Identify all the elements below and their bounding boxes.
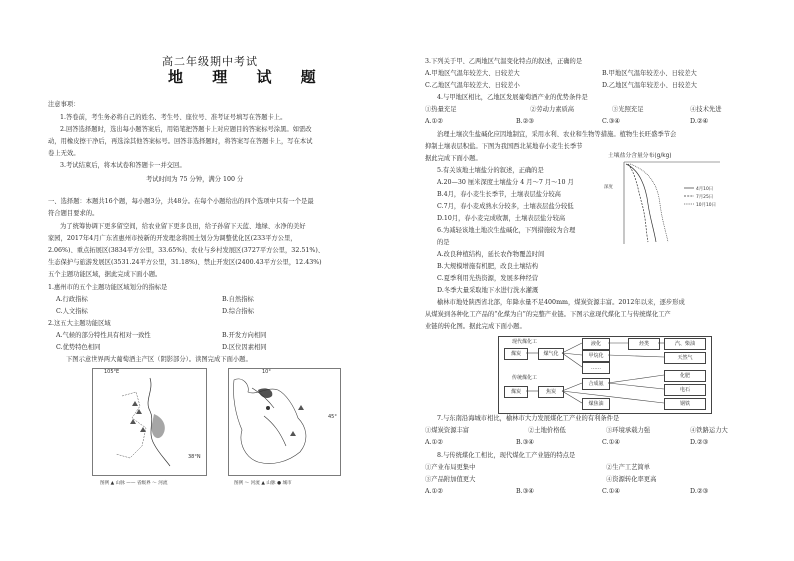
section-intro: 一、选择题：本题共16个题，每小题3分，共48分。在每个小题给出的四个选项中只有一个是最 [48,198,314,205]
q8-option-d: D.②③ [690,488,709,495]
q7-option-a: A.①② [425,439,443,446]
q4-option-c: C.③④ [602,118,620,125]
notice-line: 卷上无效。 [48,150,80,157]
map-intro: 下图示意世界两大葡萄酒主产区（阴影部分）。读图完成下面小题。 [66,356,252,363]
map-legend: 图例 ～ 河流 ▲ 山脉 ● 城市 [234,481,292,486]
question-6-stem: 6.为减轻该地土地次生盐碱化，下列措施较为合理 [437,227,576,234]
q7-option-c: C.①④ [602,439,620,446]
q4-statement-1: ①热量充足 [425,106,457,113]
question-3-stem: 3.下列关于甲、乙两地区气温变化特点的叙述，正确的是 [425,58,583,65]
question-1-stem: 1.惠州市的五个主题功能区域划分的指标是 [48,284,168,291]
coal-chemical-flow-diagram [498,336,710,412]
passage-line: 抑制土壤表层积盐。下图为我国西北某地春小麦生长季节 [425,143,583,150]
q2-option-c: C.优势特色相同 [56,344,101,351]
other-process-box: …… [582,362,610,374]
traditional-chain-label: 传统煤化工 [512,375,538,381]
q7-statement-3: ③环境承载力强 [606,427,651,434]
q4-statement-4: ④技术先进 [690,106,722,113]
passage-line: 据此完成下面小题。 [425,155,482,162]
methanation-box: 甲烷化 [582,350,610,362]
province-boundary [116,392,146,458]
q5-option-b: B.4月，春小麦生长季节，土壤表层盐分较高 [437,191,561,198]
question-6-stem-cont: 的是 [437,239,450,246]
wine-region-shade [152,414,165,438]
q7-statement-4: ④铁路运力大 [690,427,728,434]
exam-time: 考试时间为 75 分钟，满分 100 分 [146,176,244,183]
series-line-oct [630,164,668,242]
map-legend: 图例 ▲ 山脉 —— 省级界 ～ 河流 [100,481,168,486]
map-latitude-label: 38°N [188,454,201,460]
passage-line: 治理土壤次生盐碱化应因地制宜，采用水利、农业和生物等措施。植物生长旺盛季节会 [437,131,677,138]
passage-line: 为了统筹协调下更多留空间，给农业留下更多良田，给子孙留下天蓝、地绿、水净的美好 [60,223,306,230]
soil-salt-chart [600,148,770,254]
coal-box: 煤炭 [504,386,528,398]
question-8-stem: 8.与传统煤化工相比，现代煤化工产业链的特点是 [437,452,576,459]
question-5-stem: 5.有关该地土壤盐分的叙述，正确的是 [437,167,544,174]
notice-line: 3.考试结束后，将本试卷和答题卡一并交回。 [60,162,186,169]
passage-line: 2.06%)、重点拓展区(3834平方公里，33.65%)、农业与乡村发展区(3727平方公里，32.51%)、 [48,247,325,254]
q4-statement-2: ②劳动力素质高 [530,106,575,113]
q8-statement-1: ①产业布局更集中 [425,464,476,471]
series-line-apr [626,164,656,242]
q1-option-c: C.人文指标 [56,308,88,315]
passage-line: 家园，2017年4月广东省惠州市按新的开发理念将国土划分为调整优化区(233平方公里， [48,235,297,242]
wine-region-shade [258,388,272,398]
q4-option-a: A.①② [425,118,443,125]
q2-option-b: B.开发方向相同 [222,332,267,339]
section-intro: 符合题目要求的。 [48,210,99,217]
chart-title: 土壤盐分含量分布(g/kg) [608,153,672,159]
series-line-jul [628,164,648,242]
q6-option-a: A.改良种植结构，延长农作物覆盖时间 [437,251,545,258]
olefin-box: 烃类 [628,338,660,350]
chart-legend-item: 7月25日 [696,195,714,200]
notice-heading: 注意事项： [48,101,80,108]
question-2-stem: 2.这五大主题功能区域 [48,320,111,327]
q5-option-c: C.7月，春小麦成熟水分较多，土壤表层盐分较低 [437,203,574,210]
q7-option-d: D.②③ [690,439,709,446]
q3-option-a: A.甲地区气温年较差大、日较差大 [425,70,520,77]
q3-option-c: C.乙地区气温年较差大、日较差小 [425,82,520,89]
q2-option-d: D.区位因素相同 [222,344,267,351]
passage-line: 榆林市地处陕西省北部，年降水量不足400mm，煤炭资源丰富。2012年以来，逐步形成 [437,299,685,306]
map-longitude-label: 10° [262,369,271,375]
q8-statement-4: ④资源转化率更高 [606,476,657,483]
coal-tar-box: 煤焦油 [582,398,610,410]
q1-option-d: D.综合指标 [222,308,255,315]
gasification-box: 煤气化 [538,348,564,360]
map-latitude-label: 45° [328,414,337,420]
q6-option-d: D.冬季大量采取地下水进行洗水灌溉 [437,287,539,294]
question-4-stem: 4.与甲地区相比，乙地区发展葡萄酒产业的优势条件是 [437,94,588,101]
chart-legend-item: 10月10日 [696,203,716,208]
mountain-icon [290,405,304,436]
natural-gas-box: 天然气 [664,352,706,364]
q4-option-b: B.②③ [516,118,534,125]
coking-box: 焦炭 [538,386,564,398]
passage-line: 五个主题功能区域，据此完成下面小题。 [48,271,162,278]
liquefaction-box: 液化 [582,338,610,350]
q8-statement-2: ②生产工艺简单 [606,464,651,471]
q1-option-a: A.行政指标 [56,296,88,303]
flow-arrows [498,336,710,412]
ammonia-box: 合成氨 [582,378,610,390]
calcium-carbide-box: 电石 [664,384,706,396]
q5-option-a: A.20—30 厘米深度土壤盐分 4 月～7 月～10 月 [437,179,574,186]
q7-statement-1: ①煤炭资源丰富 [425,427,470,434]
coal-box: 煤炭 [504,348,528,360]
q8-option-b: B.③④ [516,488,534,495]
map-longitude-label: 105°E [104,369,120,375]
q6-option-b: B.大规模增施有机肥，改良土壤结构 [437,263,539,270]
q1-option-b: B.自然指标 [222,296,254,303]
notice-line: 2.回答选择题时，选出每小题答案后，用铅笔把答题卡上对应题目的答案标号涂黑。如需改 [60,126,312,133]
passage-line: 从煤炭到各种化工产品的“化煤为自”的完整产业链。下图示意现代煤化工与传统煤化工产 [425,311,671,318]
q6-option-c: C.夏季利用光热资源，发展多种经营 [437,275,539,282]
passage-line: 业链的转化图。据此完成下面小题。 [425,323,526,330]
map-frame [229,369,341,476]
steel-box: 钢铁 [664,398,706,410]
map-france-wine-region [228,366,346,490]
q3-option-d: D.乙地区气温年较差小、日较差大 [602,82,697,89]
q4-statement-3: ③光照充足 [612,106,644,113]
q5-option-d: D.10月，春小麦完成收割，土壤表层盐分较高 [437,215,566,222]
question-7-stem: 7.与东南沿海城市相比，榆林市大力发展煤化工产业的有利条件是 [437,415,620,422]
q8-statement-3: ③产品附加值更大 [425,476,476,483]
subject-title: 地 理 试 题 [168,68,328,86]
passage-line: 生态保护与旅游发展区(3531.24平方公里，31.18%)、禁止开发区(2400.43平方公里，12.43%) [48,259,322,266]
chart-y-label: 深度 [604,185,613,190]
q2-option-a: A.气候的部分特性具有相对一致性 [56,332,151,339]
q3-option-b: B.甲地区气温年较差小、日较差大 [602,70,697,77]
map-china-wine-region [92,366,212,490]
q8-option-c: C.①④ [602,488,620,495]
fertilizer-box: 化肥 [664,370,706,382]
city-icon [266,406,270,410]
q8-option-a: A.①② [425,488,443,495]
chart-legend-item: 4月10日 [696,187,714,192]
exam-title: 高二年级期中考试 [162,55,258,68]
q7-statement-2: ②土地价格低 [528,427,566,434]
q7-option-b: B.③④ [516,439,534,446]
notice-line: 动，用橡皮擦干净后，再选涂其他答案标号。回答非选择题时，将答案写在答题卡上，写在本试 [48,138,313,145]
notice-line: 1.答卷前，考生务必将自己的姓名、考生号、座位号、准考证号填写在答题卡上。 [60,114,287,121]
modern-chain-label: 现代煤化工 [512,339,538,345]
oil-box: 汽、柴油 [664,338,706,350]
q4-option-d: D.②④ [690,118,709,125]
mountain-icon [130,401,146,432]
